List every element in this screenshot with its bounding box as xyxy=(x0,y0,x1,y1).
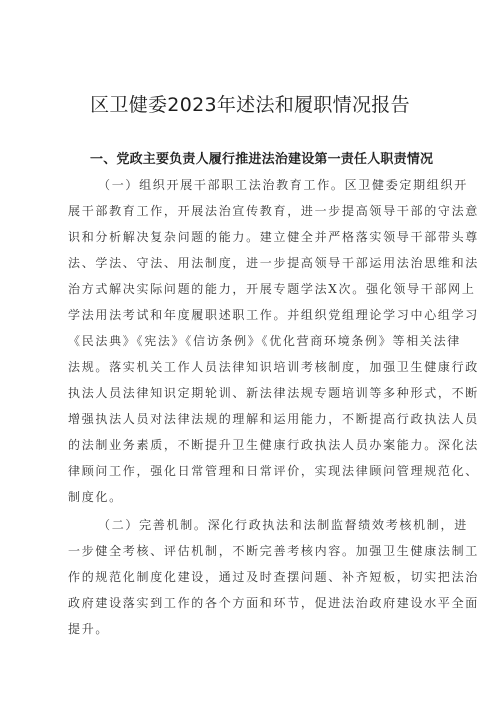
paragraph-line: 一步健全考核、评估机制，不断完善考核内容。加强卫生健康法制工 xyxy=(68,544,480,558)
paragraph-line: 《民法典》《宪法》《信访条例》《优化营商环境条例》等相关法律 xyxy=(68,334,462,348)
paragraph-line: 识和分析解决复杂问题的能力。建立健全并严格落实领导干部带头尊 xyxy=(68,230,480,244)
paragraph-line: 制度化。 xyxy=(68,490,123,504)
document-title: 区卫健委2023年述法和履职情况报告 xyxy=(90,94,410,116)
paragraph-line: （二）完善机制。深化行政执法和法制监督绩效考核机制，进 xyxy=(98,518,468,532)
paragraph-line: 展干部教育工作，开展法治宣传教育，进一步提高领导干部的守法意 xyxy=(68,204,480,218)
paragraph-line: （一）组织开展干部职工法治教育工作。区卫健委定期组织开 xyxy=(98,178,468,192)
paragraph-line: 的法制业务素质，不断提升卫生健康行政执法人员办案能力。深化法 xyxy=(68,438,480,452)
paragraph-line: 政府建设落实到工作的各个方面和环节，促进法治政府建设水平全面 xyxy=(68,596,480,610)
paragraph-line: 作的规范化制度化建设，通过及时查摆问题、补齐短板，切实把法治 xyxy=(68,570,480,584)
paragraph-line: 提升。 xyxy=(68,622,110,636)
paragraph xyxy=(68,172,480,510)
paragraph-line: 执法人员法律知识定期轮训、新法律法规专题培训等多种形式，不断 xyxy=(68,386,480,400)
paragraph-line: 法规。落实机关工作人员法律知识培训考核制度，加强卫生健康行政 xyxy=(68,360,480,374)
paragraph xyxy=(68,512,480,642)
paragraph-line: 增强执法人员对法律法规的理解和运用能力，不断提高行政执法人员 xyxy=(68,412,480,426)
section-heading: 一、党政主要负责人履行推进法治建设第一责任人职责情况 xyxy=(90,152,434,167)
paragraph-line: 治方式解决实际问题的能力，开展专题学法X次。强化领导干部网上 xyxy=(68,282,476,296)
paragraph-line: 律顾问工作，强化日常管理和日常评价，实现法律顾问管理规范化、 xyxy=(68,464,480,478)
paragraph-line: 法、学法、守法、用法制度，进一步提高领导干部运用法治思维和法 xyxy=(68,256,480,270)
paragraph-line: 学法用法考试和年度履职述职工作。并组织党组理论学习中心组学习 xyxy=(68,308,480,322)
